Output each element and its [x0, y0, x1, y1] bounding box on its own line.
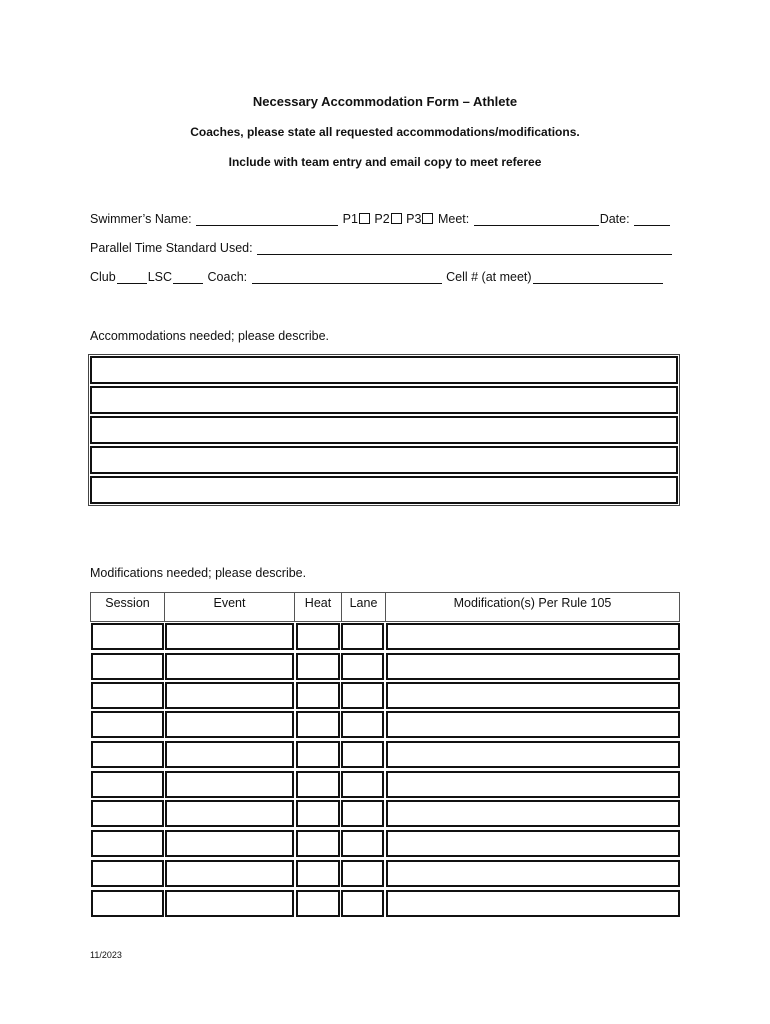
- event-cell[interactable]: [165, 800, 294, 827]
- modification-cell[interactable]: [386, 771, 680, 798]
- form-revision-date: 11/2023: [90, 950, 122, 960]
- cell-field[interactable]: [533, 270, 663, 284]
- modifications-label: Modifications needed; please describe.: [90, 566, 307, 580]
- modifications-table-header: [90, 592, 680, 622]
- event-cell[interactable]: [165, 830, 294, 857]
- p1-label: P1: [342, 212, 358, 226]
- session-cell[interactable]: [91, 800, 164, 827]
- session-cell[interactable]: [91, 682, 164, 709]
- session-cell[interactable]: [91, 711, 164, 738]
- club-label: Club: [90, 270, 116, 284]
- form-subtitle-submission: Include with team entry and email copy to meet referee: [228, 155, 542, 169]
- modification-cell[interactable]: [386, 800, 680, 827]
- p3-label: P3: [406, 212, 422, 226]
- parallel-time-label: Parallel Time Standard Used:: [90, 241, 253, 255]
- session-cell[interactable]: [91, 830, 164, 857]
- event-cell[interactable]: [165, 682, 294, 709]
- session-cell[interactable]: [91, 771, 164, 798]
- meet-label: Meet:: [437, 212, 470, 226]
- event-cell[interactable]: [165, 860, 294, 887]
- accommodation-line[interactable]: [90, 416, 678, 444]
- modification-cell[interactable]: [386, 860, 680, 887]
- coach-label: Coach:: [207, 270, 248, 284]
- modification-cell[interactable]: [386, 682, 680, 709]
- accommodation-line[interactable]: [90, 386, 678, 414]
- parallel-time-field[interactable]: [257, 241, 672, 255]
- lane-cell[interactable]: [341, 890, 384, 917]
- column-header-heat: Heat: [295, 593, 342, 621]
- event-cell[interactable]: [165, 890, 294, 917]
- lsc-label: LSC: [147, 270, 173, 284]
- club-field[interactable]: [117, 270, 147, 284]
- p2-label: P2: [374, 212, 390, 226]
- modification-cell[interactable]: [386, 830, 680, 857]
- lane-cell[interactable]: [341, 741, 384, 768]
- session-cell[interactable]: [91, 860, 164, 887]
- modification-cell[interactable]: [386, 890, 680, 917]
- cell-label: Cell # (at meet): [446, 270, 532, 284]
- date-label: Date:: [599, 212, 630, 226]
- column-header-session: Session: [91, 593, 165, 621]
- swimmer-name-label: Swimmer’s Name:: [90, 212, 192, 226]
- p1-checkbox[interactable]: [359, 213, 370, 224]
- lsc-field[interactable]: [173, 270, 203, 284]
- event-cell[interactable]: [165, 771, 294, 798]
- event-cell[interactable]: [165, 653, 294, 680]
- event-cell[interactable]: [165, 711, 294, 738]
- lane-cell[interactable]: [341, 830, 384, 857]
- club-info-row: [90, 270, 664, 284]
- heat-cell[interactable]: [296, 682, 340, 709]
- accommodation-line[interactable]: [90, 446, 678, 474]
- column-header-lane: Lane: [342, 593, 386, 621]
- lane-cell[interactable]: [341, 653, 384, 680]
- modification-cell[interactable]: [386, 623, 680, 650]
- lane-cell[interactable]: [341, 623, 384, 650]
- lane-cell[interactable]: [341, 800, 384, 827]
- session-cell[interactable]: [91, 741, 164, 768]
- p2-checkbox[interactable]: [391, 213, 402, 224]
- heat-cell[interactable]: [296, 890, 340, 917]
- form-title: Necessary Accommodation Form – Athlete: [252, 94, 518, 109]
- event-cell[interactable]: [165, 741, 294, 768]
- coach-field[interactable]: [252, 270, 442, 284]
- heat-cell[interactable]: [296, 860, 340, 887]
- heat-cell[interactable]: [296, 800, 340, 827]
- form-subtitle-instructions: Coaches, please state all requested accommodations/modifications.: [190, 125, 580, 139]
- date-field[interactable]: [634, 212, 670, 226]
- modification-cell[interactable]: [386, 653, 680, 680]
- heat-cell[interactable]: [296, 653, 340, 680]
- accommodation-line[interactable]: [90, 476, 678, 504]
- modification-cell[interactable]: [386, 711, 680, 738]
- meet-field[interactable]: [474, 212, 599, 226]
- lane-cell[interactable]: [341, 682, 384, 709]
- heat-cell[interactable]: [296, 741, 340, 768]
- heat-cell[interactable]: [296, 771, 340, 798]
- modification-cell[interactable]: [386, 741, 680, 768]
- lane-cell[interactable]: [341, 860, 384, 887]
- session-cell[interactable]: [91, 653, 164, 680]
- lane-cell[interactable]: [341, 771, 384, 798]
- column-header-event: Event: [165, 593, 295, 621]
- heat-cell[interactable]: [296, 711, 340, 738]
- event-cell[interactable]: [165, 623, 294, 650]
- session-cell[interactable]: [91, 890, 164, 917]
- parallel-time-row: [90, 241, 673, 255]
- heat-cell[interactable]: [296, 623, 340, 650]
- lane-cell[interactable]: [341, 711, 384, 738]
- swimmer-name-field[interactable]: [196, 212, 338, 226]
- column-header-modification: Modification(s) Per Rule 105: [453, 596, 612, 610]
- swimmer-info-row: [90, 212, 671, 226]
- accommodations-label: Accommodations needed; please describe.: [90, 329, 330, 343]
- session-cell[interactable]: [91, 623, 164, 650]
- heat-cell[interactable]: [296, 830, 340, 857]
- p3-checkbox[interactable]: [422, 213, 433, 224]
- accommodation-line[interactable]: [90, 356, 678, 384]
